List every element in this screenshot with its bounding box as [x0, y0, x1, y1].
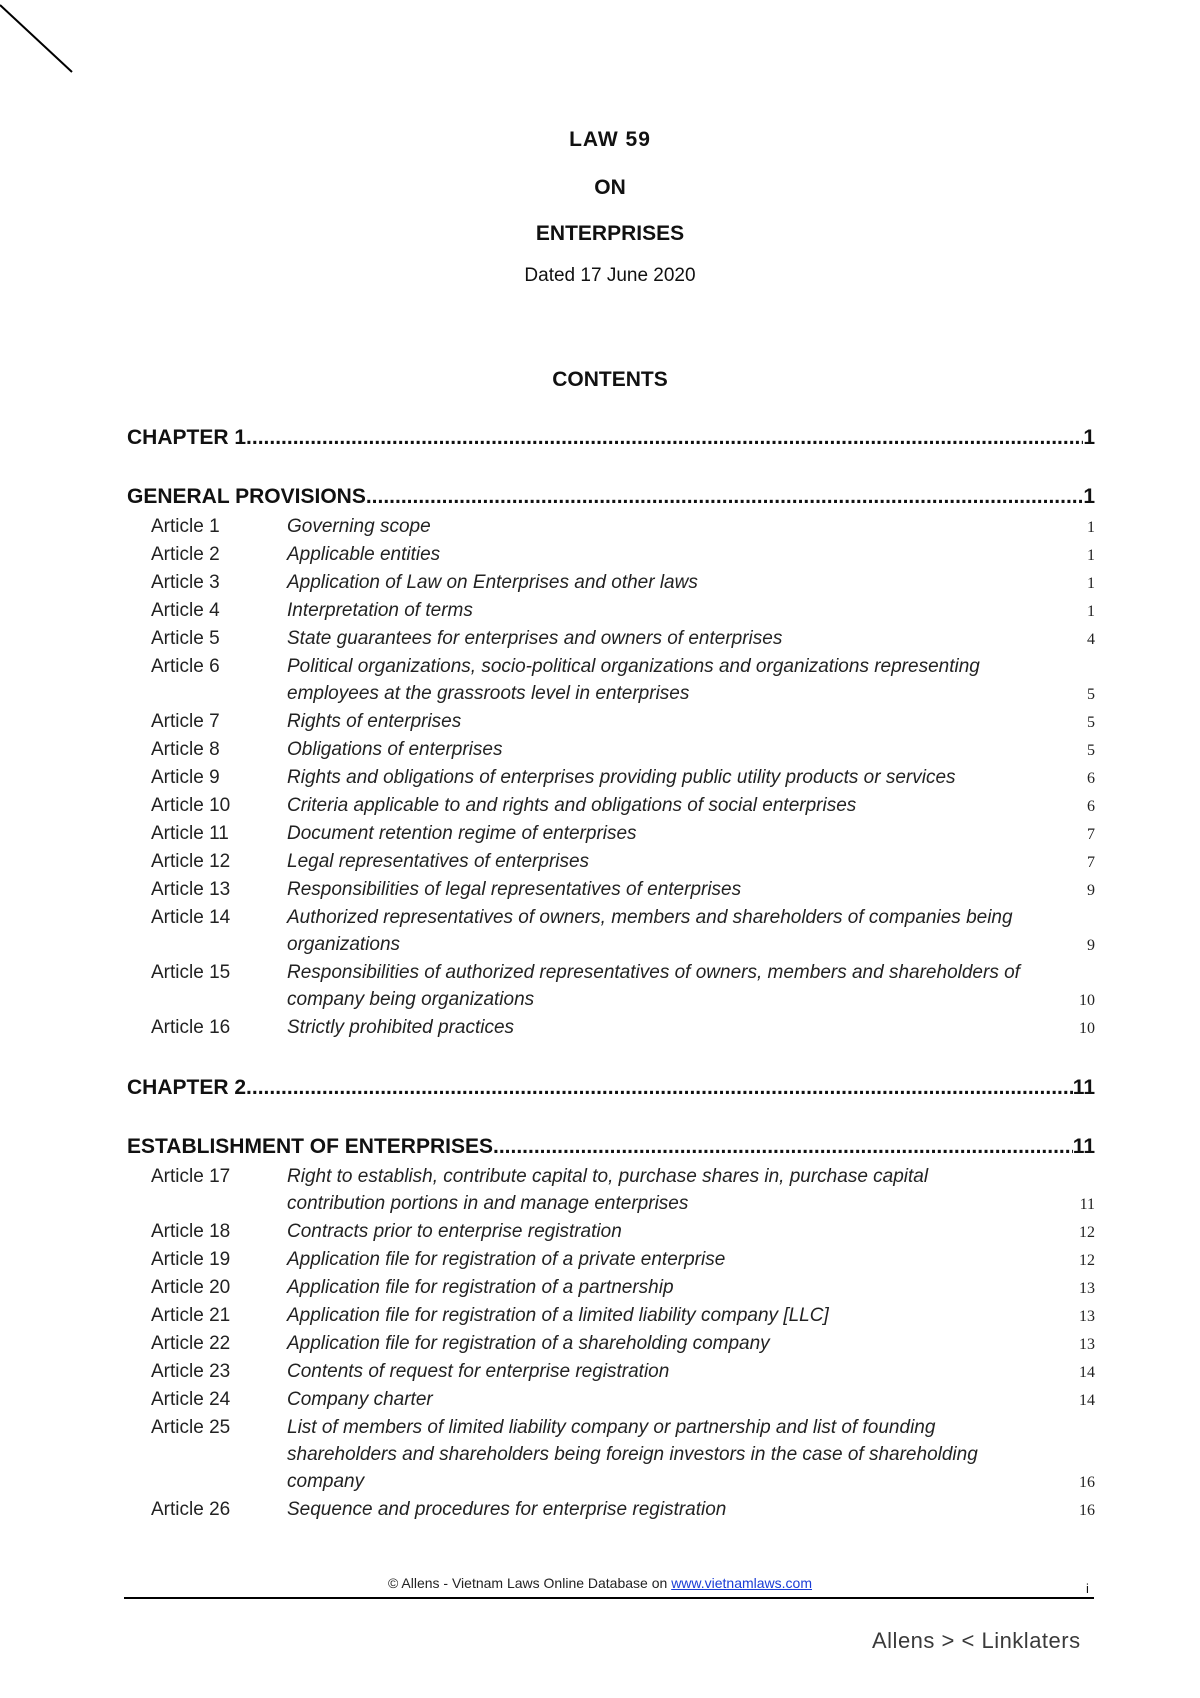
- chapter-title-page: 1: [1083, 485, 1095, 508]
- article-page: 1: [1087, 547, 1095, 564]
- article-number: Article 6: [151, 656, 220, 677]
- article-page: 1: [1087, 575, 1095, 592]
- article-title-block: [287, 848, 1095, 876]
- article-title-line: [287, 820, 1095, 848]
- article-title-line: [287, 1358, 1095, 1386]
- article-page: 13: [1079, 1280, 1095, 1297]
- article-title-block: [287, 959, 1095, 1014]
- article-title-block: [287, 1496, 1095, 1524]
- article-page: 4: [1087, 631, 1095, 648]
- article-title-line: [287, 1468, 1095, 1496]
- article-title: Rights and obligations of enterprises providing public utility products or services: [287, 767, 956, 788]
- article-title-line: [287, 708, 1095, 736]
- toc-article-entry[interactable]: [127, 1414, 1095, 1496]
- article-number: Article 10: [151, 795, 231, 816]
- toc-chapter-1[interactable]: [127, 425, 1095, 451]
- article-number: Article 17: [151, 1166, 231, 1187]
- article-title-line: [287, 792, 1095, 820]
- article-page: 7: [1087, 826, 1095, 843]
- article-number: Article 2: [151, 544, 220, 565]
- article-title-block: [287, 1302, 1095, 1330]
- website-link[interactable]: www.vietnamlaws.com: [671, 1575, 813, 1591]
- article-title-line: [287, 1014, 1095, 1042]
- article-title-block: [287, 820, 1095, 848]
- article-title-wrapped-line: Right to establish, contribute capital to, purchase shares in, purchase capital: [287, 1166, 929, 1187]
- leader-dots: [246, 1075, 1073, 1101]
- article-number: Article 24: [151, 1389, 231, 1410]
- article-title-line: [287, 1330, 1095, 1358]
- article-title-block: [287, 541, 1095, 569]
- toc-article-entry[interactable]: [127, 736, 1095, 764]
- toc-article-entry[interactable]: [127, 1163, 1095, 1218]
- article-title-block: [287, 1163, 1095, 1218]
- toc-chapter-1-title[interactable]: [127, 484, 1095, 510]
- article-title: Application file for registration of a partnership: [287, 1277, 674, 1298]
- article-title-line: [287, 597, 1095, 625]
- article-title-block: [287, 1218, 1095, 1246]
- article-title-line: [287, 848, 1095, 876]
- toc-article-entry[interactable]: [127, 792, 1095, 820]
- article-title-line: [287, 931, 1095, 959]
- article-title-block: [287, 1414, 1095, 1496]
- toc-article-entry[interactable]: [127, 1358, 1095, 1386]
- article-title: Strictly prohibited practices: [287, 1017, 515, 1038]
- article-page: 13: [1079, 1336, 1095, 1353]
- contents-heading: CONTENTS: [552, 368, 668, 391]
- leader-dots: [366, 484, 1083, 510]
- article-number: Article 23: [151, 1361, 231, 1382]
- footer-divider: [124, 1597, 1094, 1599]
- article-page: 6: [1087, 798, 1095, 815]
- article-title-wrapped-line: Political organizations, socio-political organizations and organizations representing: [287, 656, 980, 677]
- article-page: 9: [1087, 882, 1095, 899]
- toc-article-entry[interactable]: [127, 541, 1095, 569]
- chapter-page: 11: [1072, 1076, 1095, 1099]
- firm-logo: Allens > < Linklaters: [872, 1628, 1081, 1653]
- article-title-line: [287, 541, 1095, 569]
- toc-article-entry[interactable]: [127, 1218, 1095, 1246]
- article-title: Contracts prior to enterprise registration: [287, 1221, 622, 1242]
- article-title: organizations: [287, 934, 401, 955]
- article-title: Application of Law on Enterprises and other laws: [287, 572, 698, 593]
- article-title: Document retention regime of enterprises: [287, 823, 637, 844]
- article-title-line: [287, 625, 1095, 653]
- article-title-line: [287, 513, 1095, 541]
- article-number: Article 18: [151, 1221, 231, 1242]
- article-title: Criteria applicable to and rights and obligations of social enterprises: [287, 795, 857, 816]
- article-number: Article 7: [151, 711, 220, 732]
- article-number: Article 9: [151, 767, 220, 788]
- chapter-2-article-list: [127, 1163, 1095, 1524]
- corner-fold-mark: [0, 0, 80, 80]
- article-title-line: [287, 736, 1095, 764]
- article-title: contribution portions in and manage enterprises: [287, 1193, 689, 1214]
- chapter-label: CHAPTER 2: [127, 1076, 247, 1099]
- toc-article-entry[interactable]: [127, 876, 1095, 904]
- article-title-block: [287, 513, 1095, 541]
- article-page: 16: [1079, 1474, 1095, 1491]
- article-title: Responsibilities of legal representatives of enterprises: [287, 879, 742, 900]
- article-page: 1: [1087, 603, 1095, 620]
- chapter-title-page: 11: [1072, 1135, 1095, 1158]
- article-title-line: [287, 569, 1095, 597]
- article-title-block: [287, 792, 1095, 820]
- law-date: Dated 17 June 2020: [524, 265, 696, 286]
- article-page: 7: [1087, 854, 1095, 871]
- toc-article-entry[interactable]: [127, 625, 1095, 653]
- article-page: 12: [1079, 1252, 1095, 1269]
- article-number: Article 12: [151, 851, 231, 872]
- article-number: Article 20: [151, 1277, 231, 1298]
- leader-dots: [493, 1134, 1073, 1160]
- toc-article-entry[interactable]: [127, 1014, 1095, 1042]
- article-number: Article 1: [151, 516, 220, 537]
- article-title-block: [287, 1274, 1095, 1302]
- article-title-block: [287, 1014, 1095, 1042]
- article-number: Article 14: [151, 907, 231, 928]
- article-title-wrapped-line: Authorized representatives of owners, members and shareholders of companies being: [287, 907, 1013, 928]
- page-number: i: [1086, 1581, 1089, 1596]
- toc-article-entry[interactable]: [127, 764, 1095, 792]
- law-on: ON: [594, 176, 626, 199]
- article-title-line: [287, 764, 1095, 792]
- table-of-contents: [127, 425, 1095, 1524]
- toc-article-entry[interactable]: [127, 1274, 1095, 1302]
- toc-chapter-2-title[interactable]: [127, 1134, 1095, 1160]
- law-number: LAW 59: [569, 128, 651, 151]
- chapter-title: ESTABLISHMENT OF ENTERPRISES: [127, 1135, 493, 1158]
- article-title-line: [287, 1218, 1095, 1246]
- article-title: Application file for registration of a private enterprise: [287, 1249, 726, 1270]
- article-page: 6: [1087, 770, 1095, 787]
- article-title-line: [287, 876, 1095, 904]
- toc-article-entry[interactable]: [127, 597, 1095, 625]
- article-title: employees at the grassroots level in enterprises: [287, 683, 690, 704]
- article-title-line: [287, 1496, 1095, 1524]
- article-title-line: [287, 986, 1095, 1014]
- article-title: State guarantees for enterprises and owners of enterprises: [287, 628, 783, 649]
- article-page: 11: [1079, 1196, 1095, 1213]
- article-title-wrapped-line: List of members of limited liability company or partnership and list of founding: [287, 1417, 936, 1438]
- article-number: Article 19: [151, 1249, 231, 1270]
- article-number: Article 11: [151, 823, 229, 844]
- article-number: Article 8: [151, 739, 220, 760]
- toc-article-entry[interactable]: [127, 1302, 1095, 1330]
- article-page: 14: [1079, 1392, 1095, 1409]
- article-number: Article 5: [151, 628, 220, 649]
- article-number: Article 4: [151, 600, 220, 621]
- article-title: Sequence and procedures for enterprise registration: [287, 1499, 727, 1520]
- article-page: 5: [1087, 686, 1095, 703]
- article-number: Article 13: [151, 879, 231, 900]
- article-title-block: [287, 1330, 1095, 1358]
- article-number: Article 22: [151, 1333, 231, 1354]
- copyright-footer: [0, 1575, 1200, 1591]
- article-number: Article 25: [151, 1417, 231, 1438]
- toc-article-entry[interactable]: [127, 1386, 1095, 1414]
- article-title-block: [287, 1246, 1095, 1274]
- article-title-line: [287, 1246, 1095, 1274]
- article-number: Article 3: [151, 572, 220, 593]
- article-page: 12: [1079, 1224, 1095, 1241]
- toc-article-entry[interactable]: [127, 1246, 1095, 1274]
- leader-dots: [246, 425, 1083, 451]
- article-title-block: [287, 653, 1095, 708]
- article-page: 16: [1079, 1502, 1095, 1519]
- chapter-title: GENERAL PROVISIONS: [127, 485, 366, 508]
- article-page: 5: [1087, 714, 1095, 731]
- article-number: Article 15: [151, 962, 231, 983]
- article-title: Application file for registration of a shareholding company: [287, 1333, 770, 1354]
- article-title-block: [287, 597, 1095, 625]
- article-title-wrapped-line: shareholders and shareholders being foreign investors in the case of shareholding: [287, 1444, 978, 1465]
- article-title: Applicable entities: [287, 544, 441, 565]
- article-page: 9: [1087, 937, 1095, 954]
- toc-article-entry[interactable]: [127, 1496, 1095, 1524]
- toc-article-entry[interactable]: [127, 959, 1095, 1014]
- article-title-line: [287, 1302, 1095, 1330]
- article-page: 5: [1087, 742, 1095, 759]
- article-title-block: [287, 625, 1095, 653]
- toc-article-entry[interactable]: [127, 569, 1095, 597]
- article-page: 10: [1079, 1020, 1095, 1037]
- article-title-block: [287, 764, 1095, 792]
- article-title-wrapped-line: Responsibilities of authorized representatives of owners, members and shareholders of: [287, 962, 1020, 983]
- article-title: Rights of enterprises: [287, 711, 462, 732]
- law-subject: ENTERPRISES: [535, 222, 685, 245]
- toc-chapter-2[interactable]: [127, 1075, 1095, 1101]
- article-page: 1: [1087, 519, 1095, 536]
- toc-article-entry[interactable]: [127, 848, 1095, 876]
- article-page: 13: [1079, 1308, 1095, 1325]
- toc-article-entry[interactable]: [127, 708, 1095, 736]
- toc-article-entry[interactable]: [127, 904, 1095, 959]
- article-title-block: [287, 569, 1095, 597]
- article-title-line: [287, 1274, 1095, 1302]
- article-page: 14: [1079, 1364, 1095, 1381]
- article-title: Interpretation of terms: [287, 600, 473, 621]
- article-title: Contents of request for enterprise registration: [287, 1361, 670, 1382]
- article-number: Article 26: [151, 1499, 231, 1520]
- toc-article-entry[interactable]: [127, 820, 1095, 848]
- toc-article-entry[interactable]: [127, 513, 1095, 541]
- article-title: Application file for registration of a limited liability company [LLC]: [287, 1305, 829, 1326]
- article-title: company: [287, 1471, 365, 1492]
- article-title: Governing scope: [287, 516, 431, 537]
- article-number: Article 21: [151, 1305, 231, 1326]
- copyright-text: © Allens - Vietnam Laws Online Database on: [387, 1575, 672, 1591]
- article-title-line: [287, 680, 1095, 708]
- article-title-block: [287, 736, 1095, 764]
- article-title-block: [287, 904, 1095, 959]
- article-page: 10: [1079, 992, 1095, 1009]
- article-title: Obligations of enterprises: [287, 739, 503, 760]
- article-title: Company charter: [287, 1389, 433, 1410]
- article-title-block: [287, 1358, 1095, 1386]
- chapter-page: 1: [1083, 426, 1095, 449]
- chapter-1-article-list: [127, 513, 1095, 1042]
- article-title-line: [287, 1386, 1095, 1414]
- article-title: company being organizations: [287, 989, 535, 1010]
- article-title-line: [287, 1190, 1095, 1218]
- article-title-block: [287, 876, 1095, 904]
- article-title: Legal representatives of enterprises: [287, 851, 590, 872]
- article-title-block: [287, 708, 1095, 736]
- article-title-block: [287, 1386, 1095, 1414]
- toc-article-entry[interactable]: [127, 1330, 1095, 1358]
- article-number: Article 16: [151, 1017, 231, 1038]
- chapter-label: CHAPTER 1: [127, 426, 247, 449]
- toc-article-entry[interactable]: [127, 653, 1095, 708]
